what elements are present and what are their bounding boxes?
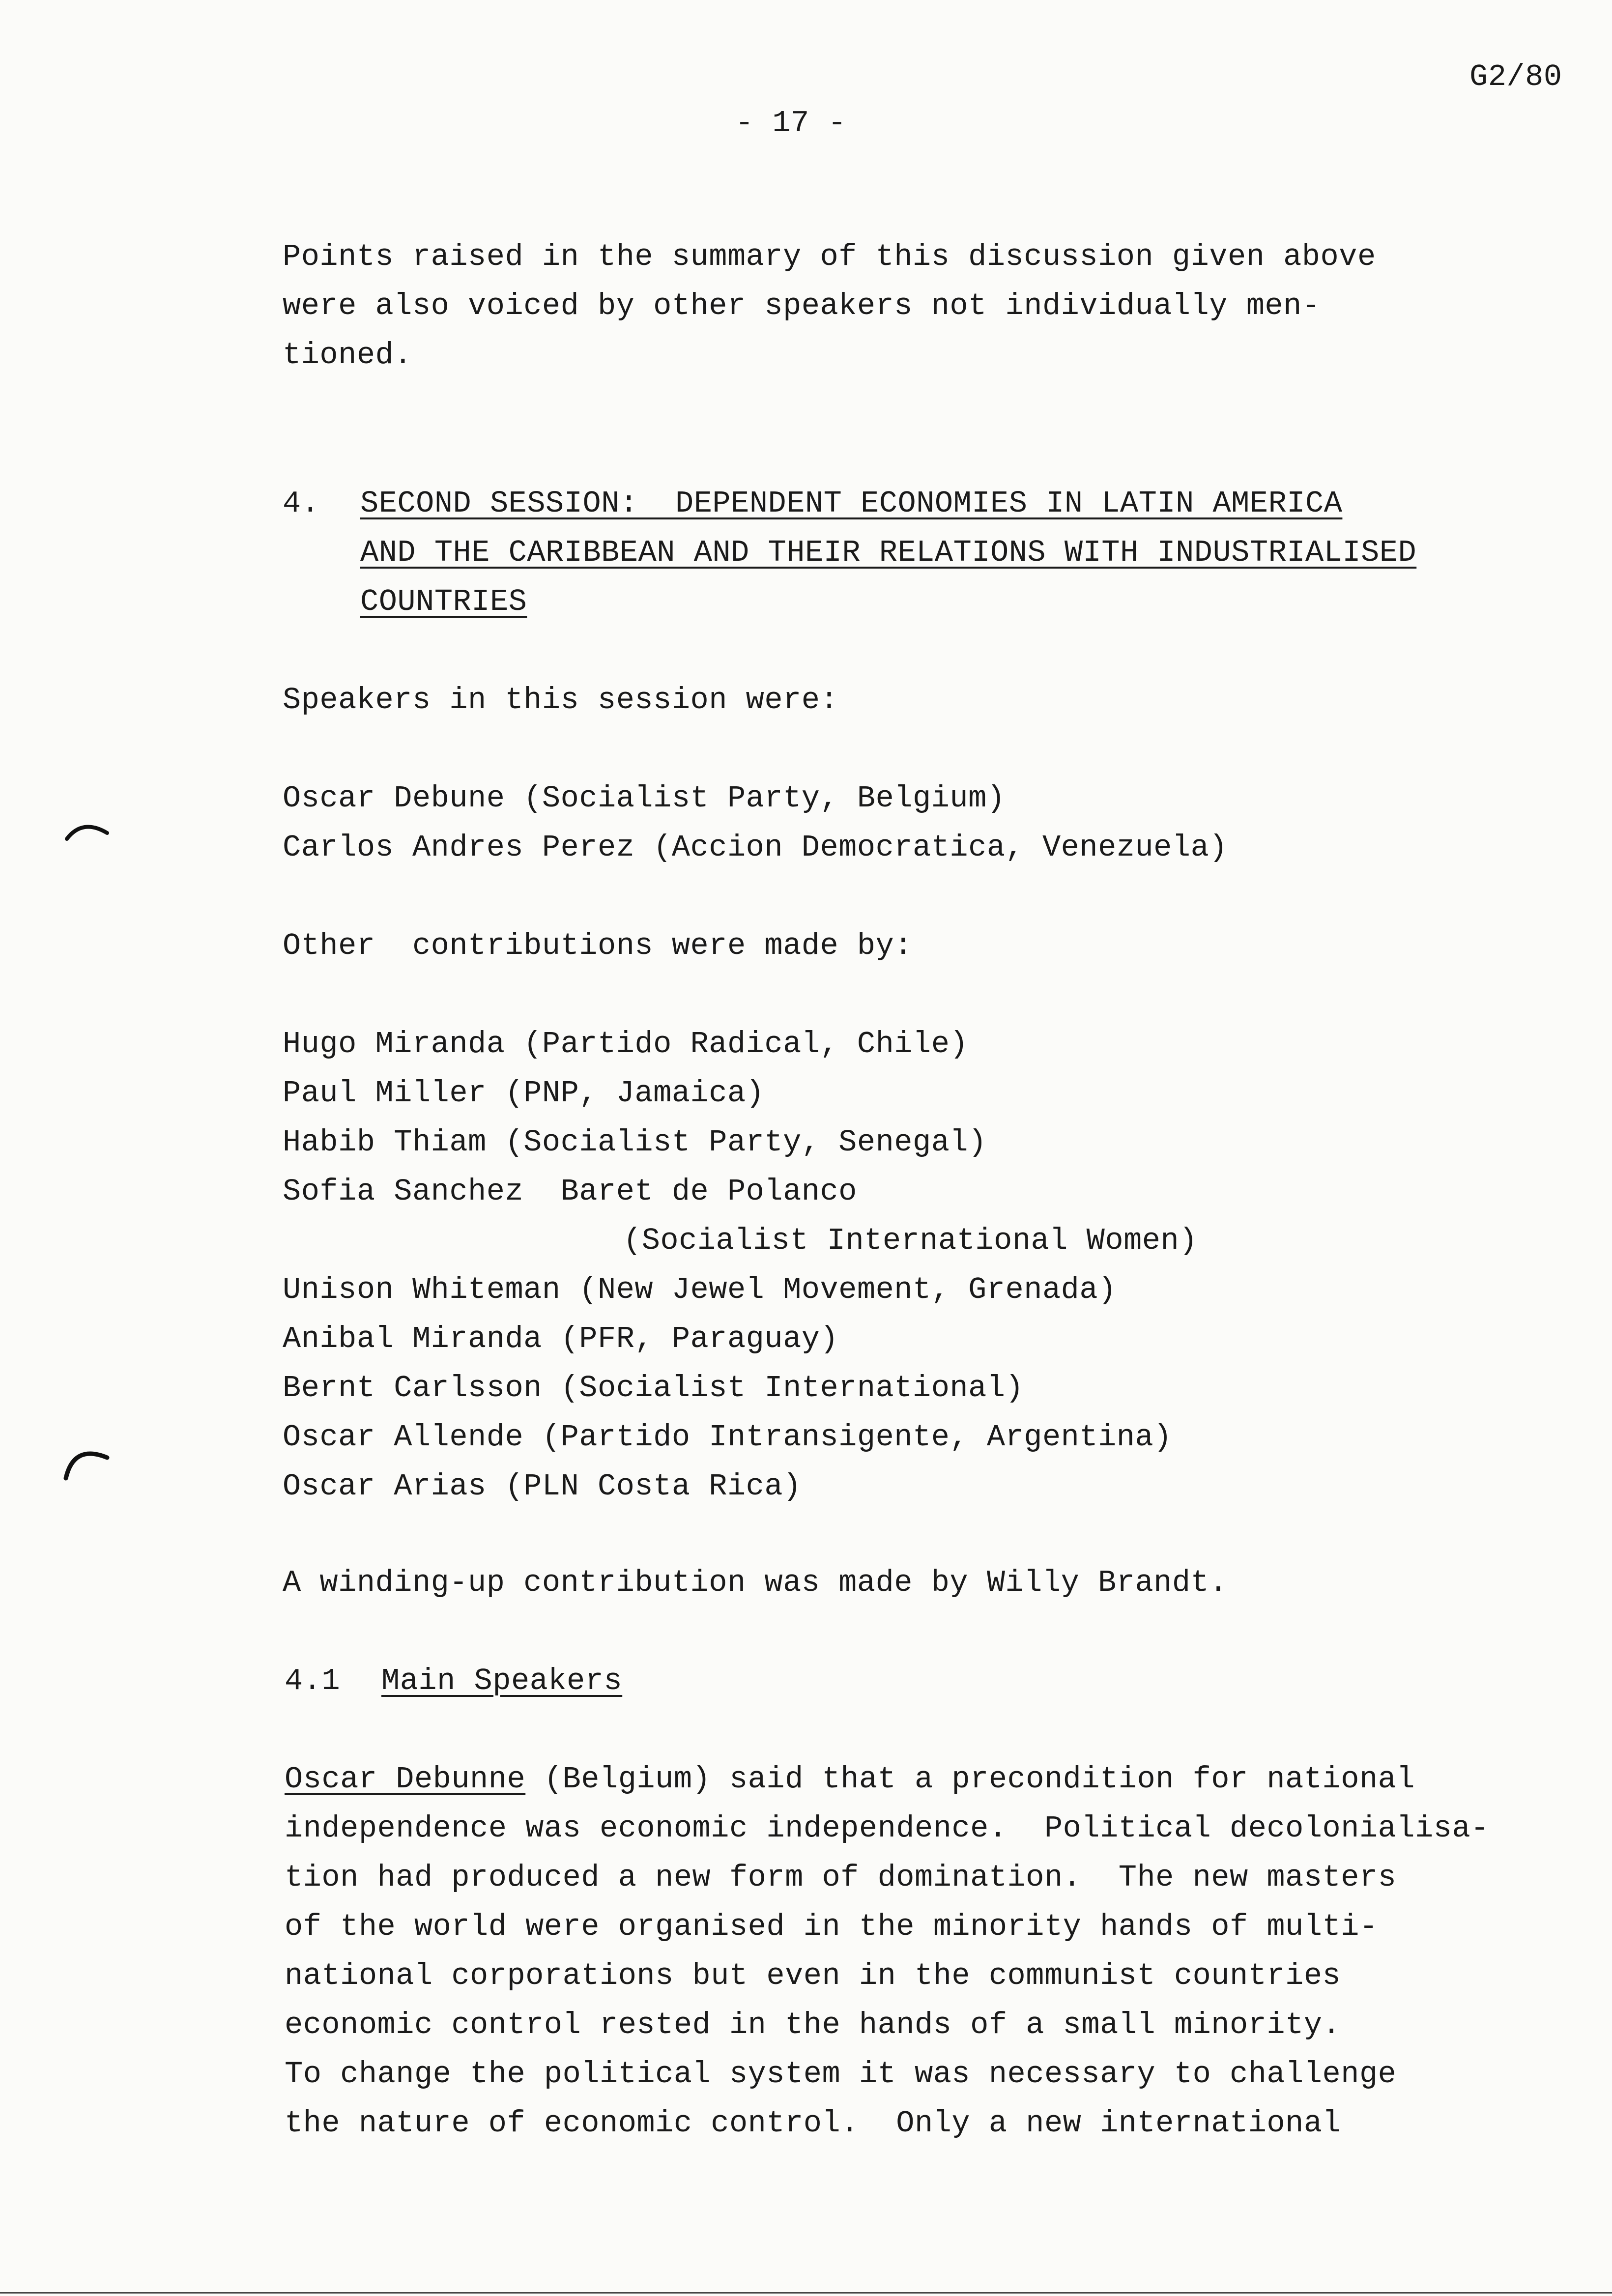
body-line: the nature of economic control. Only a new international — [285, 2106, 1341, 2141]
section-number: 4. — [283, 486, 320, 521]
body-line: of the world were organised in the minority hands of multi- — [285, 1909, 1378, 1944]
scan-artifact-icon — [59, 1440, 113, 1484]
contributor-entry: Hugo Miranda (Partido Radical, Chile) — [283, 1027, 969, 1062]
intro-line: were also voiced by other speakers not individually men- — [283, 288, 1321, 323]
speaker-entry: Oscar Debune (Socialist Party, Belgium) — [283, 781, 1006, 816]
speaker-name: Oscar Debunne — [285, 1762, 526, 1797]
subsection-title: Main Speakers — [381, 1664, 623, 1698]
contributor-entry: Paul Miller (PNP, Jamaica) — [283, 1076, 765, 1111]
body-line: To change the political system it was necessary to challenge — [285, 2057, 1397, 2092]
speakers-intro: Speakers in this session were: — [283, 683, 839, 718]
scan-artifact-icon — [63, 818, 112, 848]
winding-up-note: A winding-up contribution was made by Willy Brandt. — [283, 1565, 1228, 1600]
body-line-rest: (Belgium) said that a precondition for national — [525, 1762, 1415, 1797]
contributions-intro: Other contributions were made by: — [283, 928, 913, 963]
body-first-line — [285, 1764, 1415, 1795]
contributor-entry: Sofia Sanchez Baret de Polanco — [283, 1174, 857, 1209]
body-line: independence was economic independence. Political decolonialisa- — [285, 1811, 1489, 1846]
body-line: tion had produced a new form of domination. The new masters — [285, 1860, 1397, 1895]
document-reference: G2/80 — [1469, 59, 1562, 94]
intro-line: tioned. — [283, 338, 412, 373]
contributor-entry: Oscar Arias (PLN Costa Rica) — [283, 1469, 802, 1504]
section-title-line: SECOND SESSION: DEPENDENT ECONOMIES IN LATIN AMERICA — [360, 486, 1343, 521]
subsection-number: 4.1 — [285, 1664, 341, 1698]
bottom-rule — [0, 2292, 1612, 2294]
contributor-affiliation: (Socialist International Women) — [623, 1223, 1198, 1258]
body-line: economic control rested in the hands of a small minority. — [285, 2008, 1341, 2042]
body-line: national corporations but even in the communist countries — [285, 1958, 1341, 1993]
section-title-line: AND THE CARIBBEAN AND THEIR RELATIONS WITH INDUSTRIALISED — [360, 535, 1417, 570]
contributor-entry: Oscar Allende (Partido Intransigente, Argentina) — [283, 1420, 1172, 1455]
page-number: - 17 - — [735, 106, 847, 141]
intro-line: Points raised in the summary of this discussion given above — [283, 239, 1376, 274]
section-title-line: COUNTRIES — [360, 584, 527, 619]
speaker-entry: Carlos Andres Perez (Accion Democratica, Venezuela) — [283, 830, 1228, 865]
contributor-entry: Anibal Miranda (PFR, Paraguay) — [283, 1321, 839, 1356]
contributor-entry: Habib Thiam (Socialist Party, Senegal) — [283, 1125, 987, 1160]
contributor-entry: Unison Whiteman (New Jewel Movement, Grenada) — [283, 1272, 1117, 1307]
contributor-entry: Bernt Carlsson (Socialist International) — [283, 1371, 1024, 1406]
